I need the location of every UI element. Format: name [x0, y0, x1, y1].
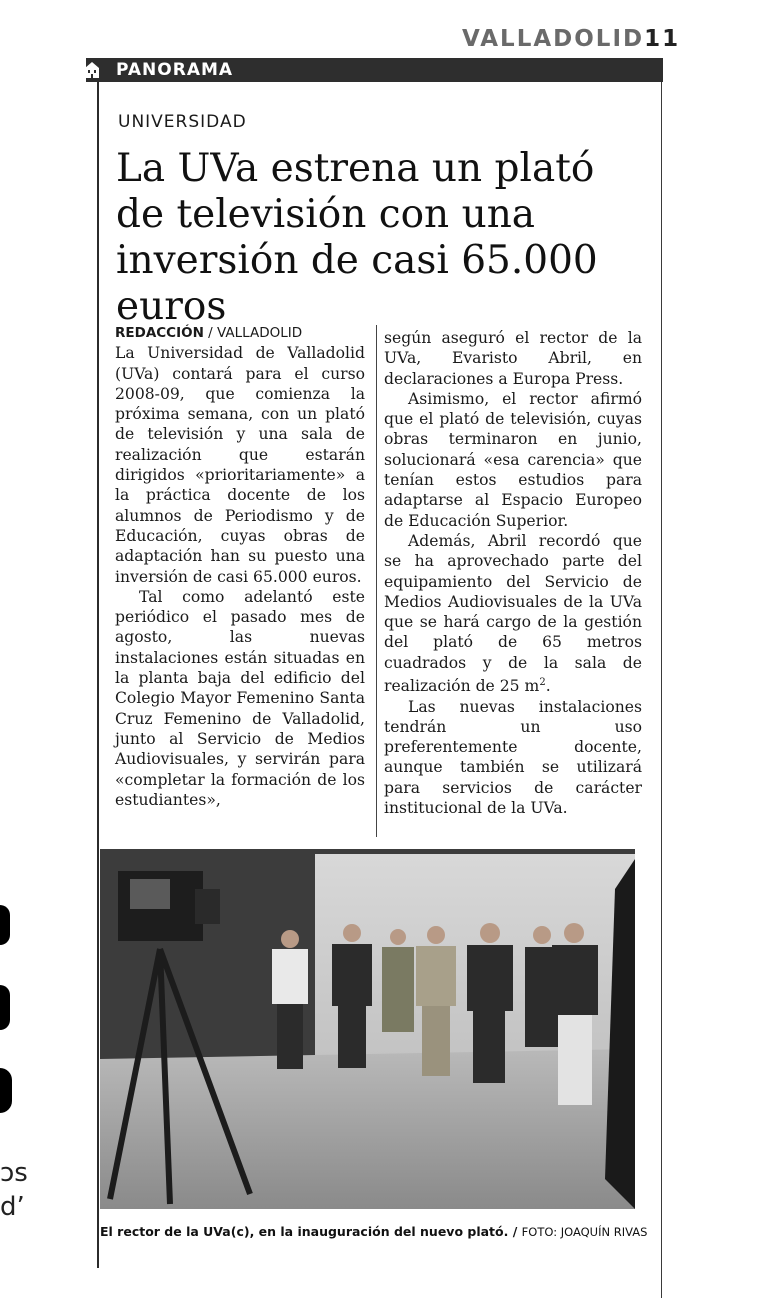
paragraph: Asimismo, el rector afirmó que el plató de televisión, cuyas obras terminaron en junio, solucionará «esa carencia» que tenían estos estudios para adaptarse al Espacio Europeo de Educación Superior.: [384, 389, 642, 530]
paragraph: Tal como adelantó este periódico el pasado mes de agosto, las nuevas instalaciones están situadas en la planta baja del edificio del Colegio Mayor Femenino Santa Cruz Femenino de Valladolid, junto al Servicio de Medios Audiovisuales, y servirán para «completar la formación de los estudiantes»,: [115, 587, 365, 809]
edge-text-fragment: d’: [0, 1192, 25, 1222]
photo-credit: FOTO: JOAQUÍN RIVAS: [521, 1225, 648, 1239]
paragraph: Las nuevas instalaciones tendrán un uso preferentemente docente, aunque también se utilizará para servicios de carácter institucional de la UVa.: [384, 697, 642, 818]
kicker: UNIVERSIDAD: [118, 112, 247, 132]
caption-text: El rector de la UVa(c), en la inauguración del nuevo plató.: [100, 1224, 509, 1239]
paragraph: La Universidad de Valladolid (UVa) contará para el curso 2008-09, que comienza la próxima semana, con un plató de televisión y una sala de realización que estarán dirigidos «prioritariamente» a la práctica docente de los alumnos de Periodismo y de Educación, cuyas obras de adaptación han su puesto una inversión de casi 65.000 euros.: [115, 344, 365, 586]
left-column-rule: [97, 78, 99, 1268]
panorama-band: [86, 58, 663, 82]
building-icon: [84, 61, 102, 79]
edge-bracket-mark: [0, 985, 10, 1030]
superscript: 2: [539, 677, 546, 689]
edge-bracket-mark: [0, 905, 10, 945]
article-column-2: [384, 328, 642, 818]
paragraph-text: Además, Abril recordó que se ha aprovechado parte del equipamiento del Servicio de Medios Audiovisuales de la UVa que se hará cargo de la gestión del plató de 65 metros cuadrados y de la sala de realización de 25 m: [384, 531, 642, 696]
byline-author: REDACCIÓN: [115, 325, 204, 341]
edge-text-fragment: ɔs: [0, 1158, 28, 1188]
news-photo: [100, 849, 635, 1209]
headline: La UVa estrena un plató de televisión con una inversión de casi 65.000 euros: [116, 146, 598, 329]
article-column-1: [115, 323, 365, 810]
column-divider: [376, 325, 377, 837]
section-name: VALLADOLID: [462, 26, 645, 52]
edge-bracket-mark: [0, 1068, 12, 1113]
section-header: [462, 26, 680, 52]
right-column-rule: [661, 78, 662, 1298]
paragraph: según aseguró el rector de la UVa, Evaristo Abril, en declaraciones a Europa Press.: [384, 329, 642, 388]
paragraph: [384, 531, 642, 697]
band-label: PANORAMA: [116, 60, 234, 80]
page-number: 11: [644, 26, 681, 52]
photo-caption: El rector de la UVa(c), en la inauguración del nuevo plató. / FOTO: JOAQUÍN RIVAS: [100, 1224, 648, 1239]
byline-place: VALLADOLID: [217, 325, 303, 341]
paragraph-end: .: [545, 677, 551, 696]
byline: REDACCIÓN / VALLADOLID: [115, 325, 303, 341]
